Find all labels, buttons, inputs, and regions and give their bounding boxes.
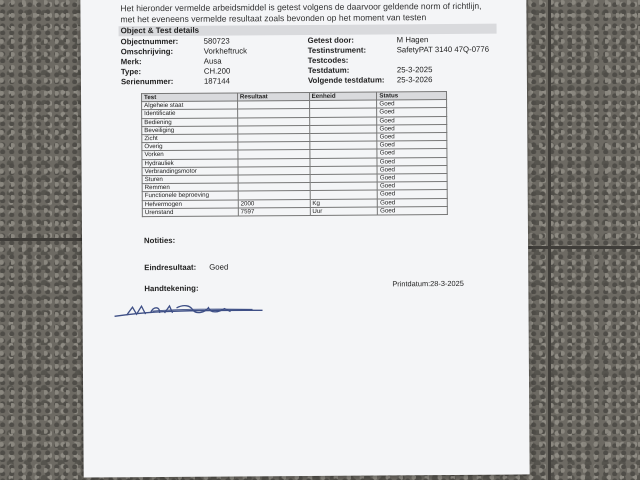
cell-status: Goed <box>377 174 447 183</box>
cell-test: Functionele beproeving <box>142 191 238 200</box>
object-values <box>204 36 248 86</box>
cell-test: Verbrandingsmotor <box>142 167 238 176</box>
printdatum: Printdatum:28-3-2025 <box>392 278 464 289</box>
cell-test: Identificatie <box>142 109 238 118</box>
getest-door-label: Getest door: <box>307 35 355 45</box>
cell-resultaat: 2000 <box>238 199 310 208</box>
cell-resultaat: 7597 <box>238 207 310 216</box>
omschrijving-value: Vorkheftruck <box>203 46 248 56</box>
getest-door-value: M Hagen <box>396 35 429 45</box>
intro-line-1: Het hieronder vermelde arbeidsmiddel is getest volgens de daarvoor geldende norm of richtlijn, <box>120 0 482 14</box>
cell-status: Goed <box>377 116 447 125</box>
cell-test: Remmen <box>142 183 238 192</box>
cell-test: Hefvermogen <box>142 200 238 209</box>
intro-text <box>120 1 481 26</box>
section-title: Object & Test details <box>119 24 497 37</box>
cell-status: Goed <box>377 157 447 166</box>
notities-label: Notities: <box>144 235 176 246</box>
cell-test: Algeheie staat <box>142 101 238 110</box>
handtekening-label: Handtekening: <box>144 283 199 294</box>
test-values <box>397 35 490 86</box>
cell-status: Goed <box>377 182 447 191</box>
cell-status: Goed <box>377 149 447 158</box>
cell-test: Bediening <box>142 118 238 127</box>
objectnummer-value: 580723 <box>203 36 230 46</box>
column-header-test: Test <box>142 93 238 102</box>
type-value: CH.200 <box>203 66 231 76</box>
cell-test: Hydrauliek <box>142 159 238 168</box>
eindresultaat-value: Goed <box>209 262 229 272</box>
omschrijving-label: Omschrijving: <box>120 46 174 57</box>
serienummer-label: Serienummer: <box>120 76 174 87</box>
table-row <box>142 206 447 216</box>
column-header-resultaat: Resultaat <box>237 92 309 101</box>
cell-status: Goed <box>377 124 447 133</box>
cell-status: Goed <box>378 198 448 207</box>
paver-joint <box>0 238 82 241</box>
merk-value: Ausa <box>203 56 222 66</box>
paver-joint <box>528 246 640 249</box>
intro-line-2: met het eveneens vermelde resultaat zoals bevonden op het moment van testen <box>120 12 427 25</box>
testdatum-label: Testdatum: <box>307 65 350 75</box>
cell-status: Goed <box>377 100 447 109</box>
type-label: Type: <box>120 67 142 77</box>
object-details <box>121 37 179 87</box>
test-details <box>308 35 385 86</box>
testinstrument-value: SafetyPAT 3140 47Q-0776 <box>396 44 490 55</box>
serienummer-value: 187144 <box>203 76 230 86</box>
cell-test: Vorken <box>142 150 238 159</box>
cell-test: Beveiliging <box>142 126 238 135</box>
cell-status: Goed <box>377 141 447 150</box>
paver-joint <box>548 0 551 480</box>
testinstrument-label: Testinstrument: <box>307 45 367 55</box>
volgende-testdatum-label: Volgende testdatum: <box>307 75 385 85</box>
signature-scribble <box>112 297 272 324</box>
column-header-eenheid: Eenheid <box>309 92 377 101</box>
merk-label: Merk: <box>120 57 142 67</box>
cell-test: Urenstand <box>142 208 238 217</box>
column-header-status: Status <box>377 92 447 101</box>
cell-test: Zicht <box>142 134 238 143</box>
cell-test: Overig <box>142 142 238 151</box>
testcodes-label: Testcodes: <box>307 55 349 65</box>
testcodes-value <box>397 55 489 66</box>
cell-status: Goed <box>377 165 447 174</box>
testdatum-value: 25-3-2025 <box>396 65 433 75</box>
cell-status: Goed <box>377 190 447 199</box>
test-report-sheet <box>80 0 529 478</box>
cell-status: Goed <box>378 206 448 215</box>
volgende-testdatum-value: 25-3-2026 <box>396 75 433 85</box>
cell-test: Sturen <box>142 175 238 184</box>
eindresultaat-label: Eindresultaat: <box>144 262 197 273</box>
cell-eenheid: Kg <box>310 199 378 208</box>
objectnummer-label: Objectnummer: <box>120 36 179 47</box>
cell-status: Goed <box>377 108 447 117</box>
test-results-table <box>141 91 448 217</box>
cell-status: Goed <box>377 133 447 142</box>
cell-eenheid: Uur <box>310 207 378 216</box>
